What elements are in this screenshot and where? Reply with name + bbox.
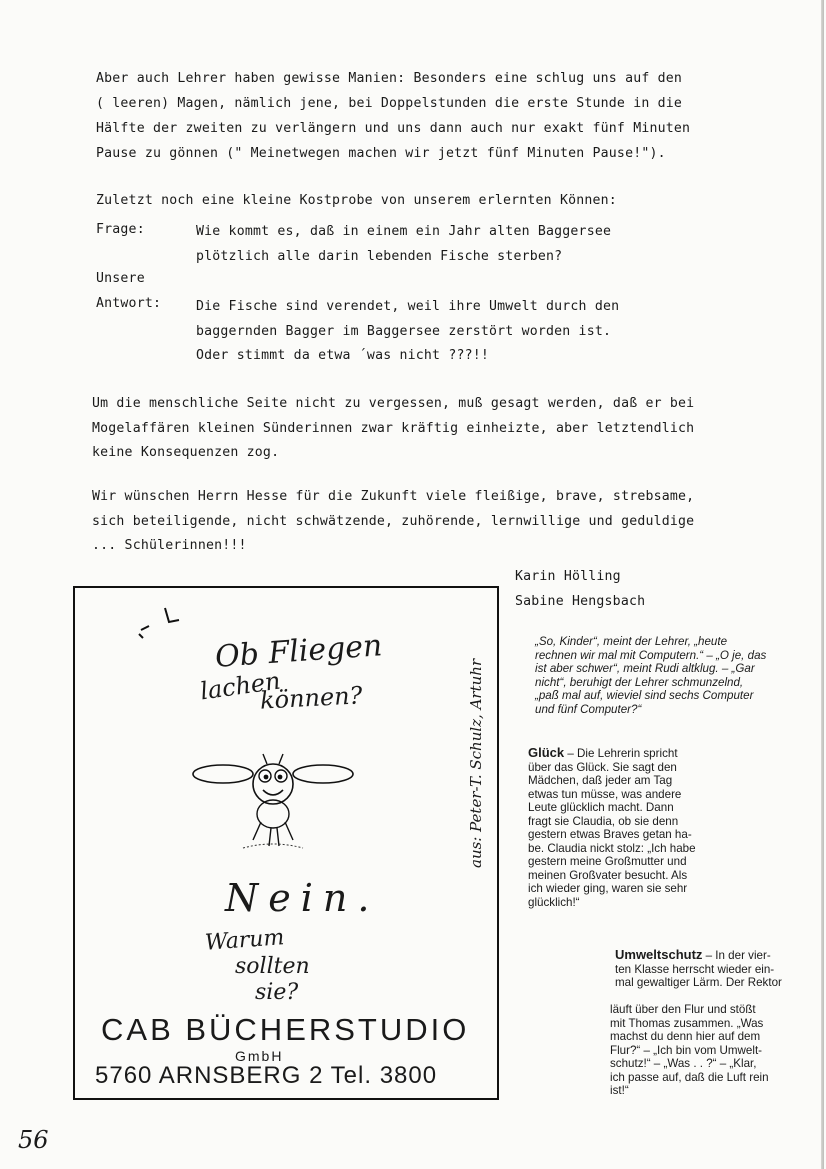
fly-motion-marks-icon (135, 600, 195, 640)
text-line: Pause zu gönnen (" Meinetwegen machen wir jetzt fünf Minuten Pause!"). (96, 146, 666, 161)
text-line: Um die menschliche Seite nicht zu vergessen, muß gesagt werden, daß er bei (92, 396, 695, 411)
joke-title: Umweltschutz (615, 947, 703, 962)
joke-line: rechnen wir mal mit Computern.“ – „O je, das (535, 648, 767, 662)
joke-line: be. Claudia nickt stolz: „Ich habe (528, 841, 696, 855)
ad-address: 5760 ARNSBERG 2 Tel. 3800 (95, 1062, 438, 1089)
text-line: Aber auch Lehrer haben gewisse Manien: Besonders eine schlug uns auf den (96, 71, 683, 86)
page-number: 56 (18, 1126, 49, 1154)
text-line: sich beteiligende, nicht schwätzende, zuhörende, lernwillige und geduldige (92, 514, 695, 529)
joke-line: glücklich!“ (528, 895, 580, 909)
joke-line: – Die Lehrerin spricht (564, 747, 678, 760)
ad-headline: können? (259, 681, 364, 715)
ad-headline: lachen (198, 666, 283, 706)
ad-question: sie? (255, 980, 299, 1005)
joke-computer (535, 635, 785, 716)
joke-line: nicht“, beruhigt der Lehrer schmunzelnd, (535, 675, 744, 689)
joke-line: machst du denn hier auf dem (610, 1030, 761, 1043)
joke-line: gestern etwas Braves getan ha- (528, 828, 692, 841)
ad-side-credit: aus: Peter-T. Schulz, Artuhr (467, 658, 485, 868)
joke-line: Flur?“ – „Ich bin vom Umwelt- (610, 1043, 763, 1057)
antwort-line: Die Fische sind verendet, weil ihre Umwelt durch den (196, 299, 620, 314)
joke-line: meinen Großvater besucht. Als (528, 868, 688, 882)
fly-drawing-icon (183, 736, 363, 856)
joke-line: ten Klasse herrscht wieder ein- (615, 962, 775, 976)
antwort-label: Antwort: (96, 296, 162, 311)
ad-question: Warum (204, 925, 286, 956)
joke-line: – In der vier- (702, 949, 771, 962)
joke-title: Glück (528, 745, 565, 760)
signature-name: Karin Hölling (515, 569, 621, 584)
ad-answer: Nein. (225, 876, 380, 920)
joke-glueck (528, 746, 708, 909)
ad-headline: Ob Fliegen (213, 628, 384, 675)
joke-line: ist!“ (610, 1084, 629, 1097)
antwort-line: baggernden Bagger im Baggersee zerstört worden ist. (196, 324, 612, 339)
text-line: ... Schülerinnen!!! (92, 538, 247, 553)
text-line: ( leeren) Magen, nämlich jene, bei Doppelstunden die erste Stunde in die (96, 96, 683, 111)
joke-line: schutz!“ – „Was . . ?“ – „Klar, (610, 1057, 757, 1070)
joke-line: „paß mal auf, wieviel sind sechs Computer (535, 689, 754, 702)
joke-line: ich wieder ging, waren sie sehr (528, 882, 688, 895)
intro-line: Zuletzt noch eine kleine Kostprobe von unserem erlernten Können: (96, 193, 617, 208)
text-line: keine Konsequenzen zog. (92, 445, 280, 460)
frage-line: plötzlich alle darin lebenden Fische sterben? (196, 249, 563, 264)
ad-company-name: CAB BÜCHERSTUDIO (101, 1012, 470, 1047)
antwort-line: Oder stimmt da etwa ´was nicht ???!! (196, 348, 490, 363)
joke-umweltschutz-body (610, 1003, 790, 1098)
bookshop-advertisement (73, 586, 499, 1100)
text-line: Mogelaffären kleinen Sünderinnen zwar kräftig einheizte, aber letztendlich (92, 421, 695, 436)
text-line: Wir wünschen Herrn Hesse für die Zukunft viele fleißige, brave, strebsame, (92, 489, 695, 504)
joke-line: und fünf Computer?“ (535, 702, 642, 716)
joke-umweltschutz-intro (615, 948, 795, 990)
joke-line: ist aber schwer“, meint Rudi altklug. – „Gar (535, 662, 755, 675)
page-edge (821, 0, 824, 1169)
joke-line: läuft über den Flur und stößt (610, 1003, 756, 1016)
frage-label: Frage: (96, 222, 145, 237)
joke-line: etwas tun müsse, was andere (528, 787, 682, 801)
joke-line: mal gewaltiger Lärm. Der Rektor (615, 976, 782, 989)
joke-line: Leute glücklich macht. Dann (528, 801, 674, 814)
text-line: Hälfte der zweiten zu verlängern und uns dann auch nur exakt fünf Minuten (96, 121, 691, 136)
joke-line: ich passe auf, daß die Luft rein (610, 1070, 769, 1084)
joke-line: mit Thomas zusammen. „Was (610, 1016, 764, 1030)
frage-line: Wie kommt es, daß in einem ein Jahr alten Baggersee (196, 224, 612, 239)
ad-question: sollten (235, 954, 310, 979)
joke-line: gestern meine Großmutter und (528, 855, 687, 868)
ad-company-form: GmbH (235, 1048, 284, 1064)
antwort-label: Unsere (96, 271, 145, 286)
joke-line: Mädchen, daß jeder am Tag (528, 774, 673, 787)
signature-name: Sabine Hengsbach (515, 594, 646, 609)
joke-line: „So, Kinder“, meint der Lehrer, „heute (535, 635, 728, 648)
joke-line: fragt sie Claudia, ob sie denn (528, 814, 679, 828)
joke-line: über das Glück. Sie sagt den (528, 760, 677, 774)
